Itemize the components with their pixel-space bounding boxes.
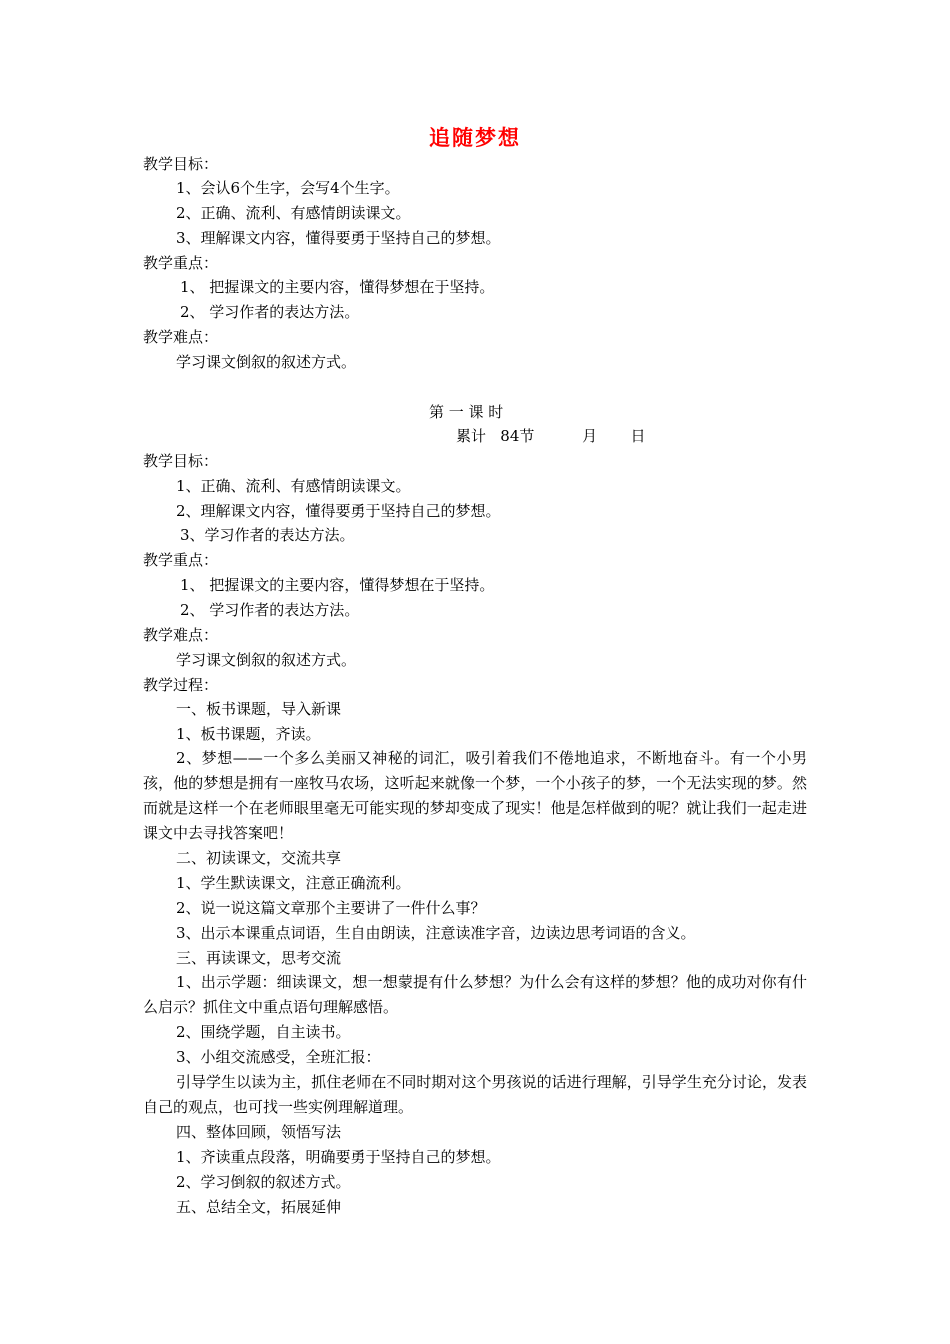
lesson-key-heading: 教学重点：	[143, 551, 219, 569]
section-3-item-3: 3、小组交流感受，全班汇报：	[176, 1048, 381, 1066]
section-1-item-2: 2、梦想——一个多么美丽又神秘的词汇，吸引着我们不倦地追求，不断地奋斗。有一个小男孩，他的梦想是拥有一座牧马农场，这听起来就像一个梦，一个小孩子的梦，一个无法实现的梦。然而就是这样一个在老师眼里毫无可能实现的梦却变成了现实！他是怎样做到的呢？就让我们一起走进课文中去寻找答案吧！	[143, 749, 807, 842]
section-2-item-1: 1、学生默读课文，注意正确流利。	[176, 874, 411, 892]
section-2-item-3: 3、出示本课重点词语，生自由朗读，注意读准字音，边读边思考词语的含义。	[176, 924, 696, 942]
intro-goal-2: 2、正确、流利、有感情朗读课文。	[176, 204, 411, 222]
process-heading: 教学过程：	[143, 676, 219, 694]
lesson-goal-2: 2、理解课文内容，懂得要勇于坚持自己的梦想。	[176, 502, 501, 520]
intro-goals-heading: 教学目标：	[143, 155, 219, 173]
section-1-item-1: 1、板书课题，齐读。	[176, 725, 321, 743]
intro-key-point-2: 2、 学习作者的表达方法。	[180, 303, 360, 321]
section-3-item-4: 引导学生以读为主，抓住老师在不同时期对这个男孩说的话进行理解，引导学生充分讨论，发表自己的观点，也可找一些实例理解道理。	[143, 1073, 807, 1116]
section-2-item-2: 2、说一说这篇文章那个主要讲了一件什么事？	[176, 899, 486, 917]
lesson-difficulty-heading: 教学难点：	[143, 626, 219, 644]
lesson-key-point-2: 2、 学习作者的表达方法。	[180, 601, 360, 619]
section-1-title: 一、板书课题，导入新课	[176, 700, 342, 718]
intro-difficulty-heading: 教学难点：	[143, 328, 219, 346]
lesson-heading: 第 一 课 时	[429, 403, 504, 421]
section-2-title: 二、初读课文，交流共享	[176, 849, 342, 867]
section-4-item-1: 1、齐读重点段落，明确要勇于坚持自己的梦想。	[176, 1148, 501, 1166]
lesson-goals-heading: 教学目标：	[143, 452, 219, 470]
section-3-item-2: 2、围绕学题，自主读书。	[176, 1023, 351, 1041]
lesson-counter: 累计 84节 月 日	[456, 427, 646, 445]
section-3-title: 三、再读课文，思考交流	[176, 949, 342, 967]
lesson-difficulty: 学习课文倒叙的叙述方式。	[176, 651, 357, 669]
intro-key-point-1: 1、 把握课文的主要内容，懂得梦想在于坚持。	[180, 278, 495, 296]
intro-difficulty: 学习课文倒叙的叙述方式。	[176, 353, 357, 371]
lesson-goal-1: 1、正确、流利、有感情朗读课文。	[176, 477, 411, 495]
section-4-item-2: 2、学习倒叙的叙述方式。	[176, 1173, 351, 1191]
section-5-title: 五、总结全文，拓展延伸	[176, 1198, 342, 1216]
document-title: 追随梦想	[429, 125, 521, 150]
section-4-title: 四、整体回顾，领悟写法	[176, 1123, 342, 1141]
lesson-goal-3: 3、学习作者的表达方法。	[180, 526, 355, 544]
intro-goal-3: 3、理解课文内容，懂得要勇于坚持自己的梦想。	[176, 229, 501, 247]
intro-goal-1: 1、会认6个生字，会写4个生字。	[176, 179, 400, 197]
intro-key-heading: 教学重点：	[143, 254, 219, 272]
lesson-key-point-1: 1、 把握课文的主要内容，懂得梦想在于坚持。	[180, 576, 495, 594]
section-3-item-1: 1、出示学题：细读课文，想一想蒙提有什么梦想？为什么会有这样的梦想？他的成功对你有什么启示？抓住文中重点语句理解感悟。	[143, 973, 807, 1016]
